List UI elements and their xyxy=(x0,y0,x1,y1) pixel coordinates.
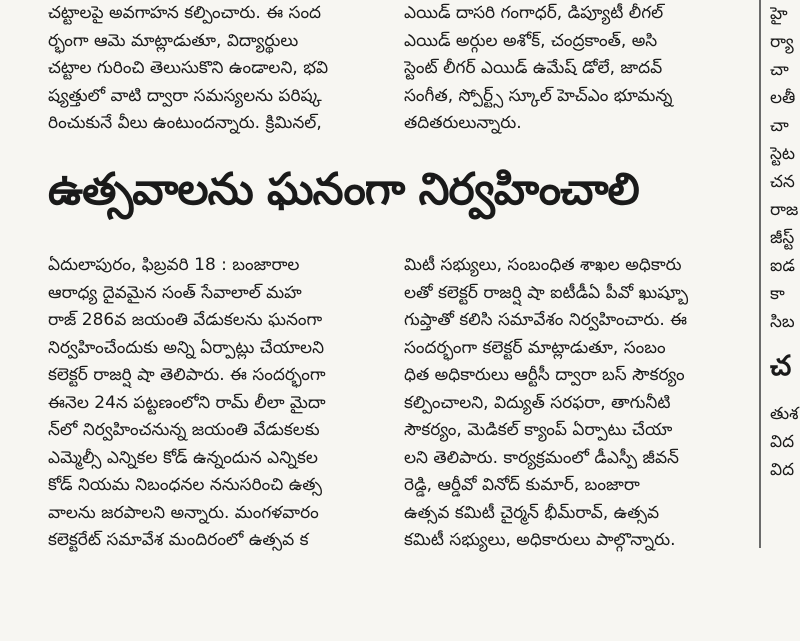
article-column-right-clipped xyxy=(770,0,800,641)
text-line: కలెక్టరేట్ సమావేశ మందిరంలో ఉత్సవ క xyxy=(48,530,309,550)
text-line: రించుకునే వీలు ఉంటుందన్నారు. క్రిమినల్, xyxy=(48,113,322,133)
article-column-top-middle xyxy=(404,0,744,138)
text-line: ర్భంగా ఆమె మాట్లాడుతూ, విద్యార్థులు xyxy=(48,30,299,51)
text-line: లని తెలిపారు. కార్యక్రమంలో డీఎస్పీ జీవన్ xyxy=(404,447,679,468)
text-line: రాజ xyxy=(770,200,799,220)
text-line: రాజ్ 286వ జయంతి వేడుకలను ఘనంగా xyxy=(48,310,323,330)
text-line: సంగీత, స్పోర్ట్స్ స్కూల్ హెచ్ఎం భూమన్న xyxy=(404,85,673,106)
text-line: తదితరులున్నారు. xyxy=(404,113,522,133)
text-line: కోడ్ నియమ నిబంధనల ననుసరించి ఉత్స xyxy=(48,475,323,495)
text-line: కల్పించాలని, విద్యుత్ సరఫరా, తాగునీటి xyxy=(404,392,671,413)
text-line: చా xyxy=(770,116,789,136)
text-line: ఎయిడ్ అర్గుల అశోక్, చంద్రకాంత్, అసి xyxy=(404,30,658,51)
text-line: ఆరాధ్య దైవమైన సంత్ సేవాలాల్ మహ xyxy=(48,282,302,303)
article-headline: ఉత్సవాలను ఘనంగా నిర్వహించాలి xyxy=(48,164,639,215)
text-line: ధిత అధికారులు ఆర్టీసీ ద్వారా బస్ సౌకర్యం xyxy=(404,365,685,385)
article-column-top-left xyxy=(48,0,388,138)
text-line: కలెక్టర్ రాజర్షి షా తెలిపారు. ఈ సందర్భంగా xyxy=(48,365,326,385)
text-line: లతో కలెక్టర్ రాజర్షి షా ఐటీడీఏ పీవో ఖుష్బూ xyxy=(404,282,689,303)
text-line: స్టెంట్ లీగర్ ఎయిడ్ ఉమేష్ డోలే, జాదవ్ xyxy=(404,58,663,78)
text-line: సిబ xyxy=(770,312,795,332)
text-line: చట్టాల గురించి తెలుసుకొని ఉండాలని, భవి xyxy=(48,58,329,78)
text-line: వాలను జరపాలని అన్నారు. మంగళవారం xyxy=(48,502,319,523)
text-line: సౌకర్యం, మెడికల్ క్యాంప్ ఏర్పాటు చేయా xyxy=(404,420,673,440)
text-line: కమిటీ సభ్యులు, అధికారులు పాల్గొన్నారు. xyxy=(404,530,676,550)
text-line: ఎయిడ్ దాసరి గంగాధర్, డిప్యూటీ లీగల్ xyxy=(404,3,664,23)
text-line: ఎమ్మెల్సీ ఎన్నికల కోడ్ ఉన్నందున ఎన్నికల xyxy=(48,447,318,468)
text-line: కా xyxy=(770,284,785,304)
text-line: విద xyxy=(770,432,795,452)
text-line: తుశ xyxy=(770,404,799,424)
text-line: ఐడ xyxy=(770,256,795,276)
article-column-bottom-left xyxy=(48,252,388,555)
text-line: హై xyxy=(770,4,788,24)
text-line: ర్యా xyxy=(770,32,794,52)
text-line: రెడ్డి, ఆర్డీవో వినోద్ కుమార్, బంజారా xyxy=(404,475,640,495)
text-line: ష్యత్తులో వాటి ద్వారా సమస్యలను పరిష్క xyxy=(48,85,322,106)
right-headline-fragment: చ xyxy=(770,349,792,382)
text-line: విద xyxy=(770,460,795,480)
text-line: స్టెట xyxy=(770,144,796,164)
text-line: సందర్భంగా కలెక్టర్ మాట్లాడుతూ, సంబం xyxy=(404,337,666,358)
text-line: ఈనెల 24న పట్టణంలోని రామ్ లీలా మైదా xyxy=(48,392,326,413)
text-line: చా xyxy=(770,60,789,80)
article-column-bottom-middle xyxy=(404,252,744,555)
text-line: లతీ xyxy=(770,88,796,108)
text-line: న్‌లో నిర్వహించనున్న జయంతి వేడుకలకు xyxy=(48,420,320,440)
column-divider xyxy=(759,0,761,548)
text-line: చట్టాలపై అవగాహన కల్పించారు. ఈ సంద xyxy=(48,3,322,23)
text-line: ఉత్సవ కమిటీ చైర్మన్ భీమ్‌రావ్, ఉత్సవ xyxy=(404,502,660,523)
text-line: ఏదులాపురం, ఫిబ్రవరి 18 : బంజారాల xyxy=(48,255,300,275)
text-line: గుప్తాతో కలిసి సమావేశం నిర్వహించారు. ఈ xyxy=(404,310,688,330)
text-line: జీస్ట్ xyxy=(770,228,795,248)
text-line: నిర్వహించేందుకు అన్ని ఏర్పాట్లు చేయాలని xyxy=(48,337,325,358)
text-line: మిటీ సభ్యులు, సంబంధిత శాఖల అధికారు xyxy=(404,255,682,275)
text-line: చన xyxy=(770,172,795,192)
